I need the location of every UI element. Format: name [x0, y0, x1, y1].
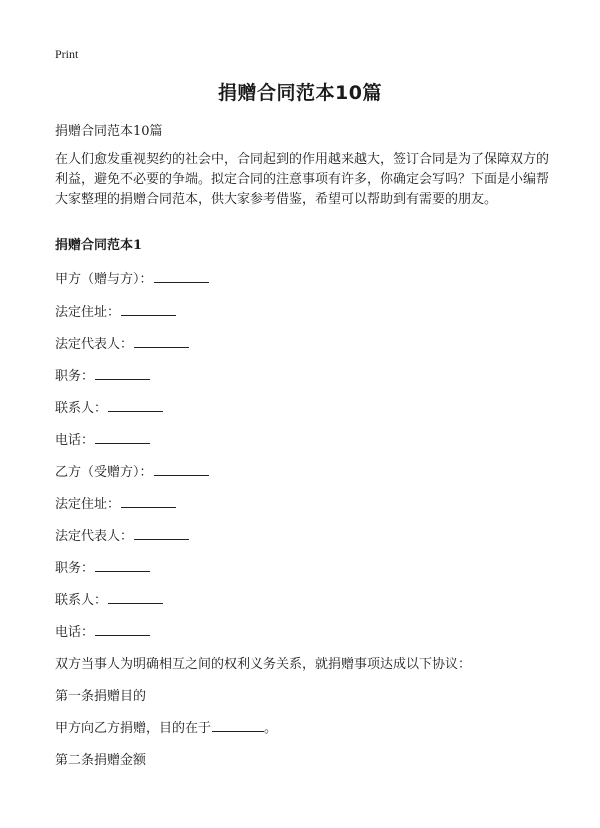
article-1-text: 甲方向乙方捐赠，目的在于	[55, 721, 212, 736]
party-b-phone-blank	[95, 623, 150, 636]
party-a-name-label: 甲方（赠与方）：	[55, 272, 153, 287]
party-a-position-line	[55, 365, 150, 384]
article-1-text-line	[55, 717, 277, 736]
party-b-phone-line	[55, 621, 150, 640]
party-a-phone-line	[55, 429, 150, 448]
party-a-position-label: 职务：	[55, 369, 95, 384]
party-b-contact-line	[55, 589, 163, 608]
party-b-phone-label: 电话：	[55, 625, 95, 640]
party-b-position-label: 职务：	[55, 561, 95, 576]
party-b-name-blank	[154, 463, 209, 476]
party-a-phone-blank	[95, 431, 150, 444]
party-b-contact-label: 联系人：	[55, 593, 108, 608]
party-a-representative-label: 法定代表人：	[55, 337, 134, 352]
party-a-representative-line	[55, 333, 189, 352]
intro-paragraph: 在人们愈发重视契约的社会中，合同起到的作用越来越大，签订合同是为了保障双方的利益，避免不必要的争端。拟定合同的注意事项有许多，你确定会写吗？下面是小编帮大家整理的捐赠合同范本，供大家参考借鉴，希望可以帮助到有需要的朋友。	[55, 152, 550, 207]
party-a-name-blank	[154, 270, 209, 283]
party-a-phone-label: 电话：	[55, 433, 95, 448]
party-b-name-label: 乙方（受赠方）：	[55, 465, 153, 480]
article-1-blank	[212, 719, 264, 732]
party-b-position-blank	[95, 559, 150, 572]
section-heading: 捐赠合同范本1	[55, 238, 143, 253]
party-a-name-line	[55, 268, 209, 287]
party-b-address-label: 法定住址：	[55, 497, 121, 512]
party-b-contact-blank	[108, 591, 163, 604]
party-b-position-line	[55, 557, 150, 576]
party-a-contact-line	[55, 397, 163, 416]
party-a-position-blank	[95, 367, 150, 380]
article-1-end: 。	[264, 721, 278, 736]
document-subtitle: 捐赠合同范本10篇	[55, 124, 163, 139]
party-a-representative-blank	[134, 335, 189, 348]
party-b-representative-label: 法定代表人：	[55, 529, 134, 544]
article-2-title: 第二条捐赠金额	[55, 753, 147, 768]
party-b-name-line	[55, 461, 209, 480]
party-b-address-blank	[121, 495, 176, 508]
party-b-representative-blank	[134, 527, 189, 540]
party-b-representative-line	[55, 525, 189, 544]
print-label[interactable]: Print	[55, 47, 79, 61]
party-a-address-line	[55, 301, 176, 320]
agreement-intro: 双方当事人为明确相互之间的权利义务关系，就捐赠事项达成以下协议：	[55, 657, 472, 672]
party-a-address-label: 法定住址：	[55, 305, 121, 320]
article-1-title: 第一条捐赠目的	[55, 689, 147, 704]
party-a-contact-blank	[108, 399, 163, 412]
document-title: 捐赠合同范本10篇	[218, 82, 382, 104]
party-b-address-line	[55, 493, 176, 512]
party-a-contact-label: 联系人：	[55, 401, 108, 416]
party-a-address-blank	[121, 303, 176, 316]
